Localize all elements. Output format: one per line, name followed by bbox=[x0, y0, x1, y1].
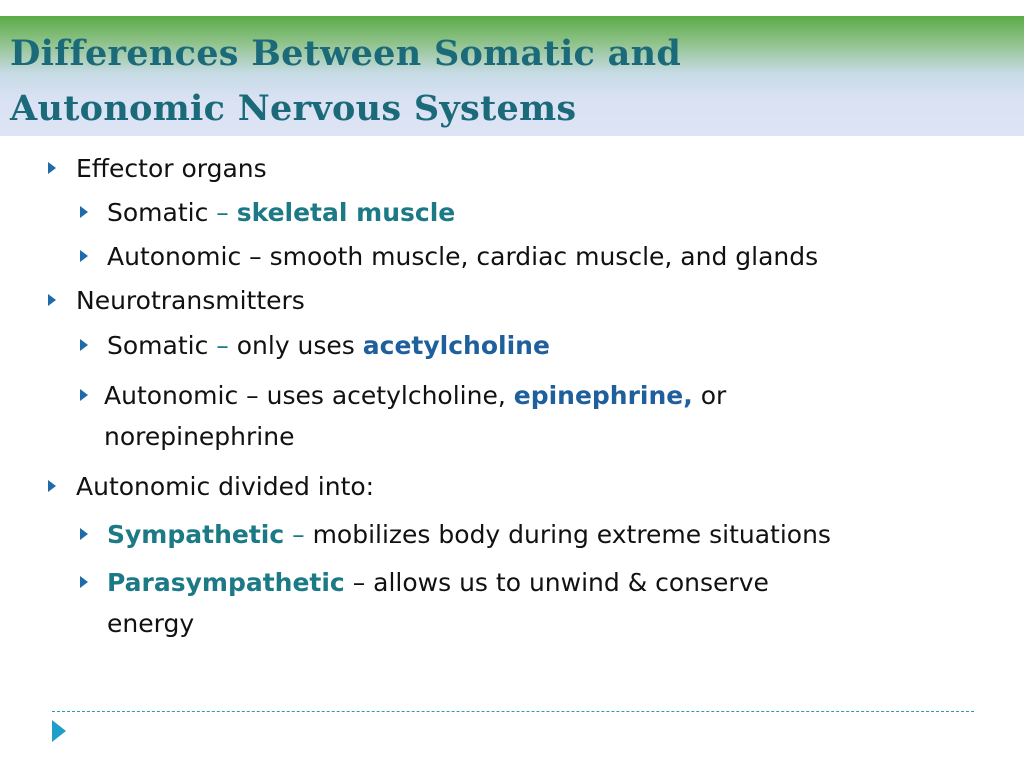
bullet-arrow-icon bbox=[80, 528, 88, 540]
bullet-sympathetic bbox=[107, 514, 831, 555]
bullet-effector-somatic bbox=[107, 192, 455, 233]
bullet-arrow-icon bbox=[80, 389, 88, 401]
bullet-arrow-icon bbox=[48, 480, 56, 492]
bullet-text-continued: norepinephrine bbox=[104, 422, 295, 451]
footer-arrow-icon bbox=[52, 720, 66, 742]
bullet-text-continued: energy bbox=[107, 609, 195, 638]
bullet-arrow-icon bbox=[48, 294, 56, 306]
bullet-parasympathetic bbox=[107, 562, 769, 644]
bullet-neurotransmitters bbox=[76, 280, 305, 321]
bullet-effector-organs bbox=[76, 148, 267, 189]
bullet-label: Autonomic divided into: bbox=[76, 472, 375, 501]
bullet-text: Autonomic – smooth muscle, cardiac muscle, and glands bbox=[107, 242, 819, 271]
dash: – bbox=[216, 198, 229, 227]
bullet-label: Effector organs bbox=[76, 154, 267, 183]
highlight-parasympathetic: Parasympathetic bbox=[107, 568, 345, 597]
highlight-epinephrine: epinephrine, bbox=[513, 381, 693, 410]
bullet-autonomic-divided bbox=[76, 466, 374, 507]
bullet-text: mobilizes body during extreme situations bbox=[304, 520, 831, 549]
slide-title-line-1: Differences Between Somatic and bbox=[10, 33, 682, 74]
highlight-sympathetic: Sympathetic bbox=[107, 520, 285, 549]
bullet-neuro-somatic bbox=[107, 325, 550, 366]
footer-divider bbox=[52, 711, 974, 712]
bullet-arrow-icon bbox=[80, 206, 88, 218]
bullet-arrow-icon bbox=[80, 576, 88, 588]
bullet-text: or bbox=[692, 381, 727, 410]
highlight-skeletal-muscle: skeletal muscle bbox=[236, 198, 456, 227]
bullet-text: Somatic bbox=[107, 331, 217, 360]
dash: – bbox=[216, 331, 229, 360]
bullet-neuro-autonomic bbox=[104, 375, 726, 457]
bullet-arrow-icon bbox=[80, 250, 88, 262]
dash: – bbox=[284, 520, 305, 549]
bullet-text: Autonomic – uses acetylcholine, bbox=[104, 381, 514, 410]
bullet-effector-autonomic bbox=[107, 236, 818, 277]
bullet-label: Neurotransmitters bbox=[76, 286, 305, 315]
bullet-text: only uses bbox=[228, 331, 363, 360]
bullet-text: Somatic bbox=[107, 198, 217, 227]
highlight-acetylcholine: acetylcholine bbox=[362, 331, 550, 360]
bullet-text: – allows us to unwind & conserve bbox=[344, 568, 769, 597]
slide-title bbox=[10, 26, 1010, 136]
bullet-arrow-icon bbox=[80, 339, 88, 351]
slide-title-line-2: Autonomic Nervous Systems bbox=[10, 88, 577, 129]
bullet-arrow-icon bbox=[48, 162, 56, 174]
